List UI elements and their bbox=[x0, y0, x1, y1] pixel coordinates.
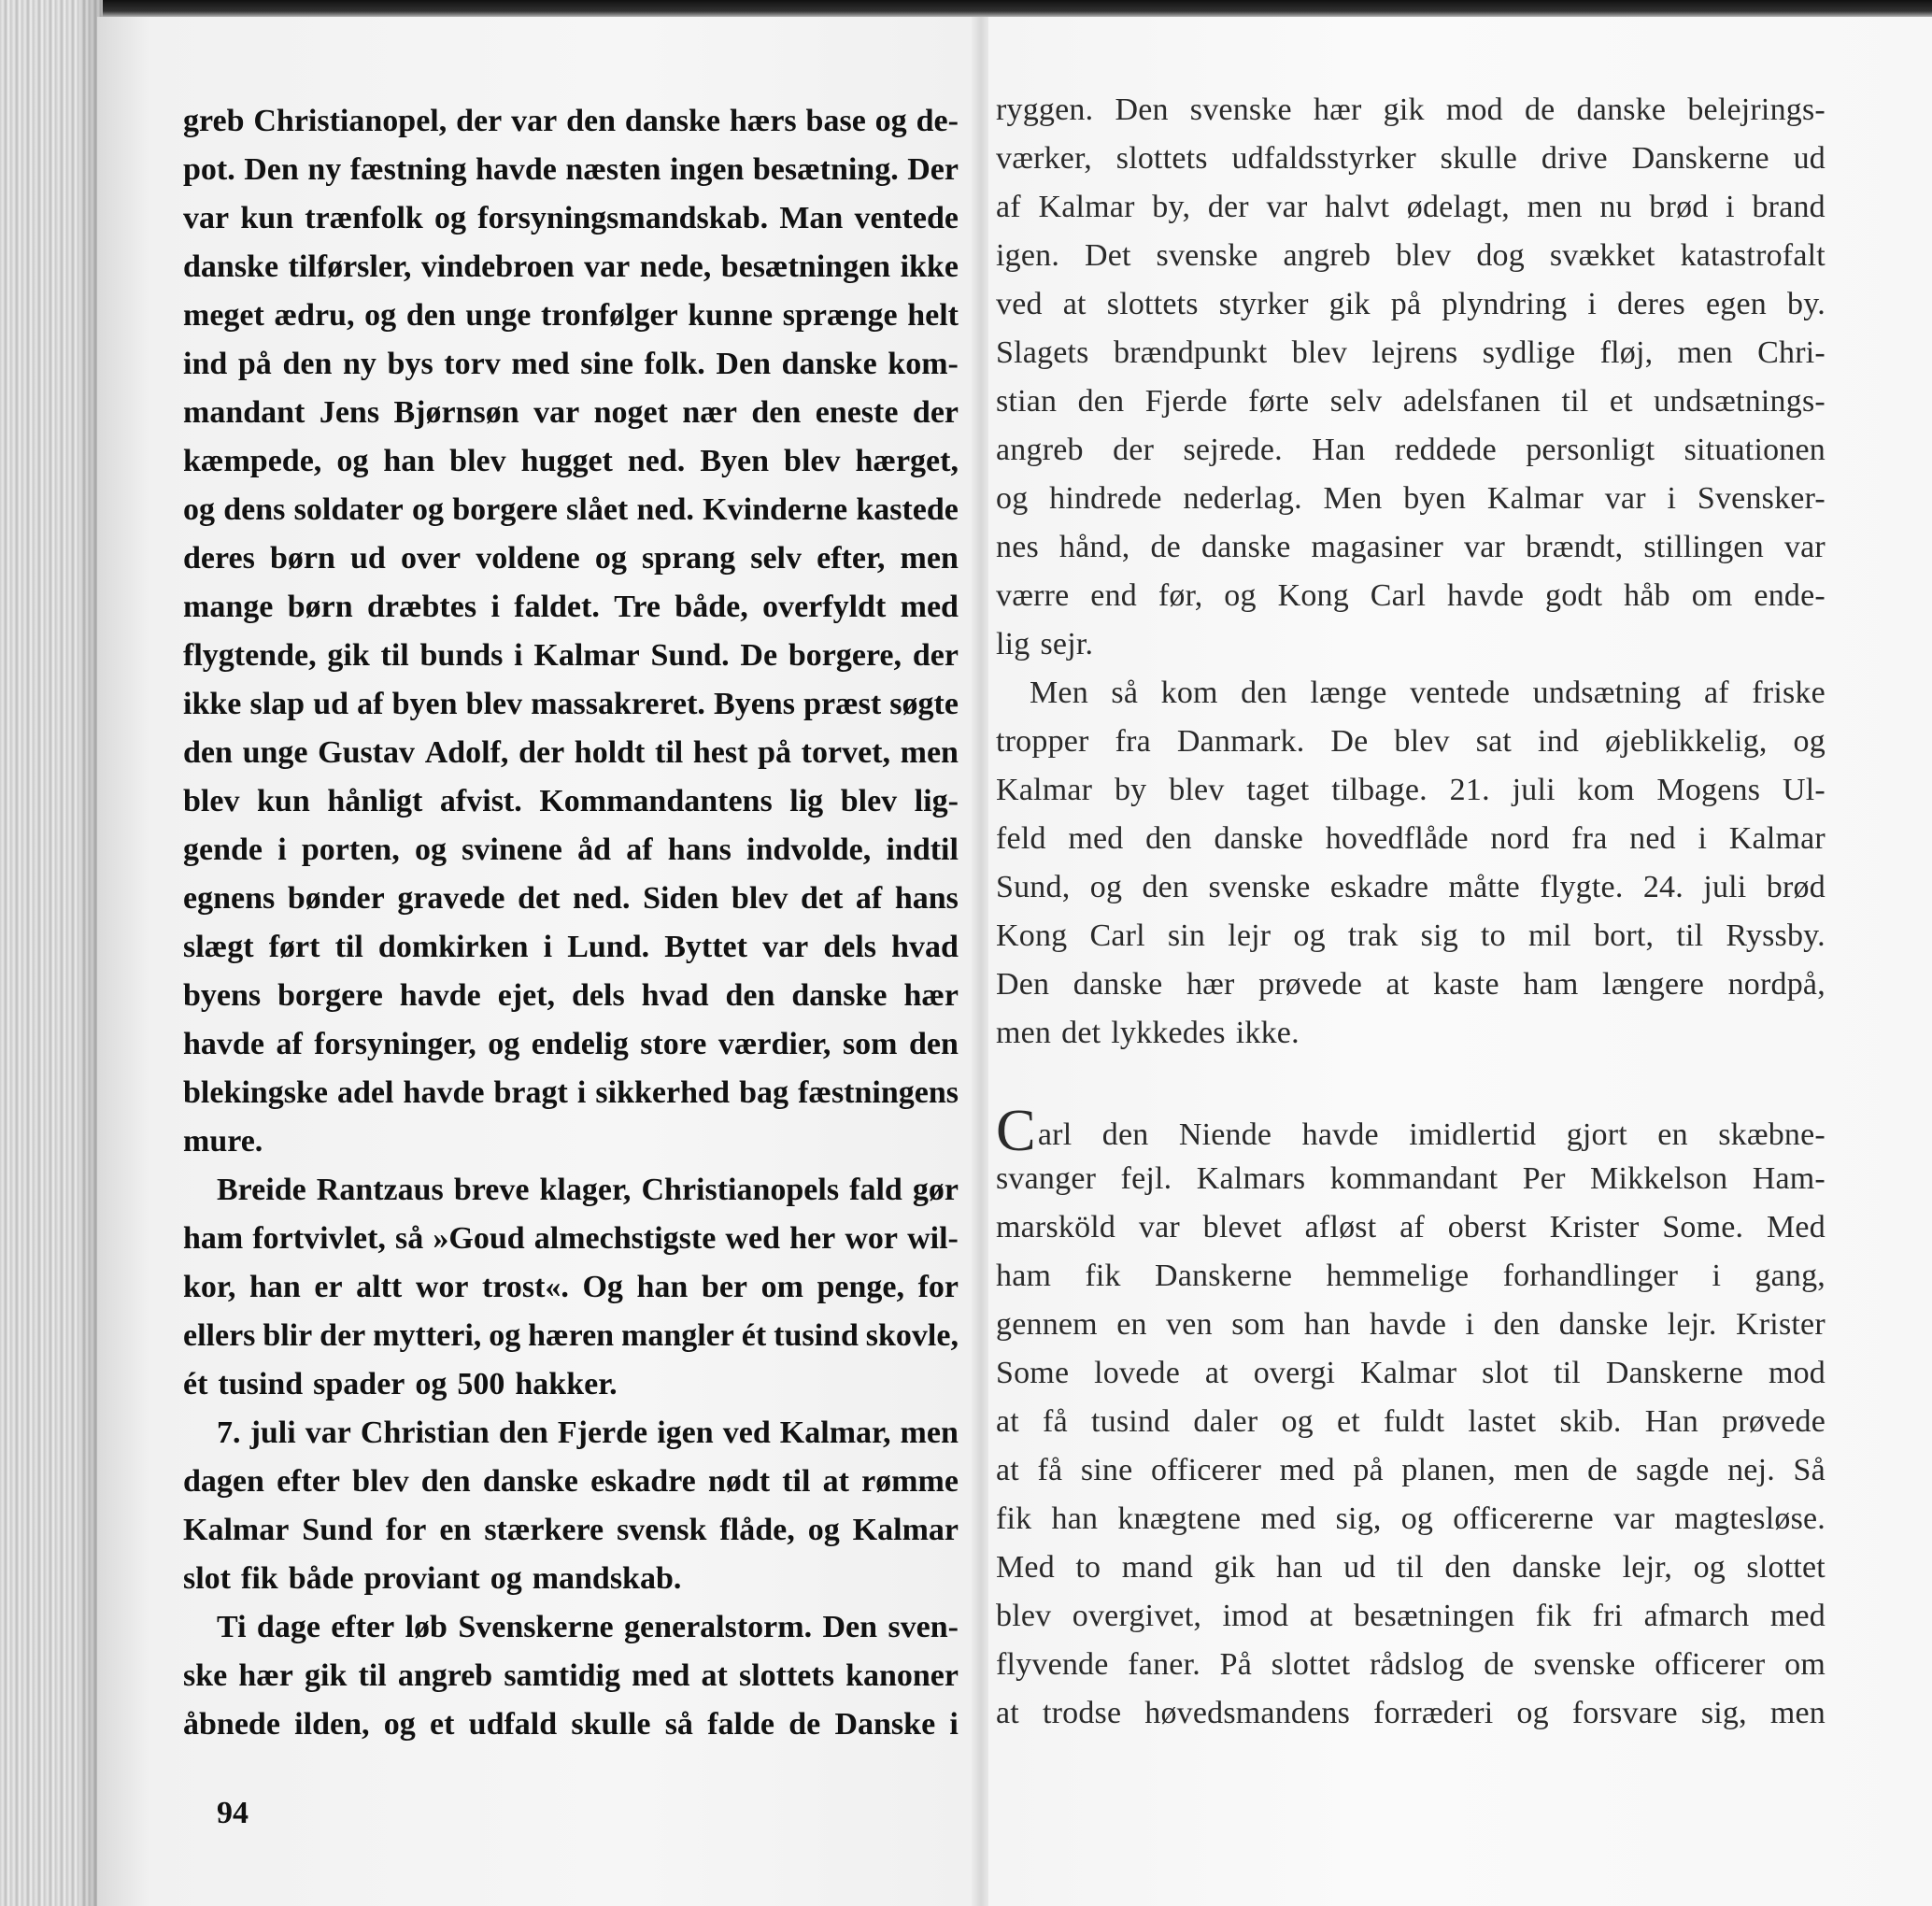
text-line: slot fik både proviant og mandskab. bbox=[183, 1561, 682, 1596]
text-line: var kun trænfolk og forsyningsmandskab. Man ventede bbox=[183, 201, 959, 235]
text-line: ikke slap ud af byen blev massakreret. Byens præst søgte bbox=[183, 687, 959, 721]
text-line: af Kalmar by, der var halvt ødelagt, men nu brød i brand bbox=[996, 190, 1825, 224]
text-line: mandant Jens Bjørnsøn var noget nær den eneste der bbox=[183, 395, 959, 430]
text-line: blekingske adel havde bragt i sikkerhed bag fæstningens bbox=[183, 1075, 959, 1110]
page-number: 94 bbox=[217, 1796, 249, 1830]
text-line: blev kun hånligt afvist. Kommandantens lig blev lig- bbox=[183, 784, 959, 818]
text-line: nes hånd, de danske magasiner var brændt, stillingen var bbox=[996, 530, 1825, 564]
text-line: mure. bbox=[183, 1124, 263, 1159]
text-line: Slagets brændpunkt blev lejrens sydlige fløj, men Chri- bbox=[996, 335, 1825, 370]
text-line: Den danske hær prøvede at kaste ham længere nordpå, bbox=[996, 967, 1825, 1002]
drop-cap: C bbox=[996, 1097, 1036, 1163]
text-line: deres børn ud over voldene og sprang selv efter, men bbox=[183, 541, 959, 576]
text-line: tropper fra Danmark. De blev sat ind øjeblikkelig, og bbox=[996, 724, 1825, 759]
text-line: dagen efter blev den danske eskadre nødt til at rømme bbox=[183, 1464, 959, 1499]
text-line: greb Christianopel, der var den danske hærs base og de- bbox=[183, 104, 959, 138]
right-text-column bbox=[996, 86, 1825, 1738]
text-line: Kalmar Sund for en stærkere svensk flåde, og Kalmar bbox=[183, 1513, 959, 1547]
text-line: Kong Carl sin lejr og trak sig to mil bort, til Ryssby. bbox=[996, 918, 1825, 953]
text-line: feld med den danske hovedflåde nord fra ned i Kalmar bbox=[996, 821, 1825, 856]
text-line: Ti dage efter løb Svenskerne generalstorm. Den sven- bbox=[217, 1610, 959, 1644]
text-line: svanger fejl. Kalmars kommandant Per Mikkelson Ham- bbox=[996, 1161, 1825, 1196]
text-line: meget ædru, og den unge tronfølger kunne sprænge helt bbox=[183, 298, 959, 333]
text-line: Some lovede at overgi Kalmar slot til Danskerne mod bbox=[996, 1356, 1825, 1390]
text-line: gende i porten, og svinene åd af hans indvolde, indtil bbox=[183, 832, 959, 867]
text-line: at få sine officerer med på planen, men de sagde nej. Så bbox=[996, 1453, 1825, 1487]
text-line: værre end før, og Kong Carl havde godt håb om ende- bbox=[996, 578, 1825, 613]
text-line: at trodse høvedsmandens forræderi og forsvare sig, men bbox=[996, 1696, 1825, 1730]
text-line: værker, slottets udfaldsstyrker skulle drive Danskerne ud bbox=[996, 141, 1825, 176]
text-line: stian den Fjerde førte selv adelsfanen til et undsætnings- bbox=[996, 384, 1825, 419]
text-line: flygtende, gik til bunds i Kalmar Sund. De borgere, der bbox=[183, 638, 959, 673]
text-line: åbnede ilden, og et udfald skulle så falde de Danske i bbox=[183, 1707, 959, 1742]
book-top-edge bbox=[84, 0, 1932, 19]
text-line: ved at slottets styrker gik på plyndring i deres egen by. bbox=[996, 287, 1825, 321]
text-line: fik han knægtene med sig, og officererne var magtesløse. bbox=[996, 1501, 1825, 1536]
text-line: pot. Den ny fæstning havde næsten ingen besætning. Der bbox=[183, 152, 959, 187]
text-line: Men så kom den længe ventede undsætning af friske bbox=[1030, 676, 1825, 710]
text-line: blev overgivet, imod at besætningen fik fri afmarch med bbox=[996, 1599, 1825, 1633]
text-line: ellers blir der mytteri, og hæren mangler ét tusind skovle, bbox=[183, 1318, 959, 1353]
text-line: og hindrede nederlag. Men byen Kalmar var i Svensker- bbox=[996, 481, 1825, 516]
text-line: marsköld var blevet afløst af oberst Krister Some. Med bbox=[996, 1210, 1825, 1245]
text-line: kor, han er altt wor trost«. Og han ber om penge, for bbox=[183, 1270, 959, 1304]
text-line: slægt ført til domkirken i Lund. Byttet var dels hvad bbox=[183, 930, 959, 964]
text-line: at få tusind daler og et fuldt lastet skib. Han prøvede bbox=[996, 1404, 1825, 1439]
text-line: Sund, og den svenske eskadre måtte flygte. 24. juli brød bbox=[996, 870, 1825, 904]
text-line: Kalmar by blev taget tilbage. 21. juli kom Mogens Ul- bbox=[996, 773, 1825, 807]
text-line: danske tilførsler, vindebroen var nede, besætningen ikke bbox=[183, 249, 959, 284]
text-line: igen. Det svenske angreb blev dog svækket katastrofalt bbox=[996, 238, 1825, 273]
text-line: 7. juli var Christian den Fjerde igen ved Kalmar, men bbox=[217, 1415, 959, 1450]
text-line: ham fik Danskerne hemmelige forhandlinger i gang, bbox=[996, 1259, 1825, 1293]
text-line: og dens soldater og borgere slået ned. Kvinderne kastede bbox=[183, 492, 959, 527]
text-line: kæmpede, og han blev hugget ned. Byen blev hærget, bbox=[183, 444, 959, 478]
left-text-column bbox=[183, 97, 959, 1749]
text-line: ind på den ny bys torv med sine folk. Den danske kom- bbox=[183, 347, 959, 381]
text-line: men det lykkedes ikke. bbox=[996, 1016, 1300, 1050]
text-line: ske hær gik til angreb samtidig med at slottets kanoner bbox=[183, 1658, 959, 1693]
text-line: ham fortvivlet, så »Goud almechstigste wed her wor wil- bbox=[183, 1221, 959, 1256]
text-line: havde af forsyninger, og endelig store værdier, som den bbox=[183, 1027, 959, 1061]
text-line: byens borgere havde ejet, dels hvad den danske hær bbox=[183, 978, 959, 1013]
text-line: angreb der sejrede. Han reddede personligt situationen bbox=[996, 433, 1825, 467]
text-line: mange børn dræbtes i faldet. Tre både, overfyldt med bbox=[183, 590, 959, 624]
text-line: Med to mand gik han ud til den danske lejr, og slottet bbox=[996, 1550, 1825, 1585]
text-line: egnens bønder gravede det ned. Siden blev det af hans bbox=[183, 881, 959, 916]
book-gutter bbox=[972, 17, 990, 1906]
text-line: ryggen. Den svenske hær gik mod de danske belejrings- bbox=[996, 92, 1825, 127]
text-line: flyvende faner. På slottet rådslog de svenske officerer om bbox=[996, 1647, 1825, 1682]
text-line: den unge Gustav Adolf, der holdt til hest på torvet, men bbox=[183, 735, 959, 770]
page-stack-edges bbox=[0, 0, 103, 1906]
text-line: lig sejr. bbox=[996, 627, 1094, 661]
text-line: gennem en ven som han havde i den danske lejr. Krister bbox=[996, 1307, 1825, 1342]
section-break bbox=[996, 1058, 1825, 1106]
text-line: Carl den Niende havde imidlertid gjort en skæbne- bbox=[996, 1097, 1825, 1163]
text-line: Breide Rantzaus breve klager, Christianopels fald gør bbox=[217, 1173, 959, 1207]
text-line: ét tusind spader og 500 hakker. bbox=[183, 1367, 618, 1401]
